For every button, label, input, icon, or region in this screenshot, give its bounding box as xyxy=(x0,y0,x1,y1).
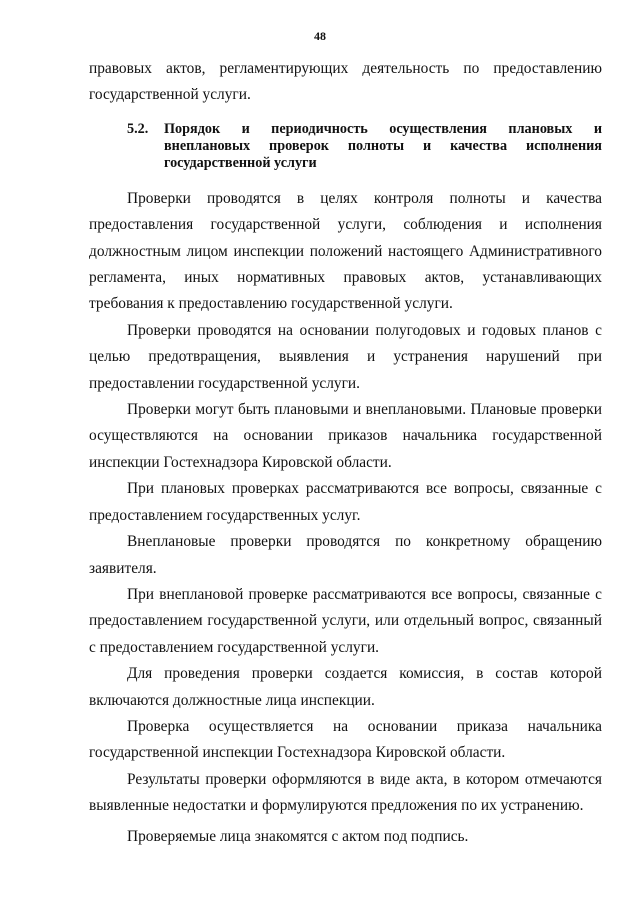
paragraph-checks-purpose: Проверки проводятся в целях контроля полноты и качества предоставления государственной услуги, соблюдения и исполнения должностным лицом инспекции положений настоящего Административного регламента, иных нормативных правовых актов, устанавливающих требования к предоставлению государственной услуги. xyxy=(89,189,602,313)
paragraph-planned-checks: При плановых проверках рассматриваются все вопросы, связанные с предоставлением государственных услуг. xyxy=(89,480,602,524)
paragraph-order: Проверка осуществляется на основании приказа начальника государственной инспекции Гостехнадзора Кировской области. xyxy=(89,717,602,762)
intro-paragraph: правовых актов, регламентирующих деятельность по предоставлению государственной услуги. xyxy=(89,60,602,104)
paragraph-commission: Для проведения проверки создается комиссия, в состав которой включаются должностные лица инспекции. xyxy=(89,665,602,709)
paragraph-acknowledgement: Проверяемые лица знакомятся с актом под подпись. xyxy=(127,827,469,845)
paragraph-results: Результаты проверки оформляются в виде акта, в котором отмечаются выявленные недостатки и формулируются предложения по их устранению. xyxy=(89,770,602,815)
document-body xyxy=(89,56,602,850)
paragraph-checks-types: Проверки могут быть плановыми и внеплановыми. Плановые проверки осуществляются на основании приказов начальника государственной инспекции Гостехнадзора Кировской области. xyxy=(89,401,602,471)
section-heading xyxy=(89,121,602,172)
paragraph-checks-plans: Проверки проводятся на основании полугодовых и годовых планов с целью предотвращения, выявления и устранения нарушений при предоставлении государственной услуги. xyxy=(89,321,602,392)
page-number: 48 xyxy=(314,29,326,43)
paragraph-unplanned-scope: При внеплановой проверке рассматриваются все вопросы, связанные с предоставлением государственной услуги, или отдельный вопрос, связанный с предоставлением государственной услуги. xyxy=(89,585,602,656)
section-number: 5.2. xyxy=(127,120,149,137)
section-title: Порядок и периодичность осуществления плановых и внеплановых проверок полноты и качества исполнения государственной услуги xyxy=(164,120,602,171)
paragraph-unplanned-checks: Внеплановые проверки проводятся по конкретному обращению заявителя. xyxy=(89,533,602,577)
